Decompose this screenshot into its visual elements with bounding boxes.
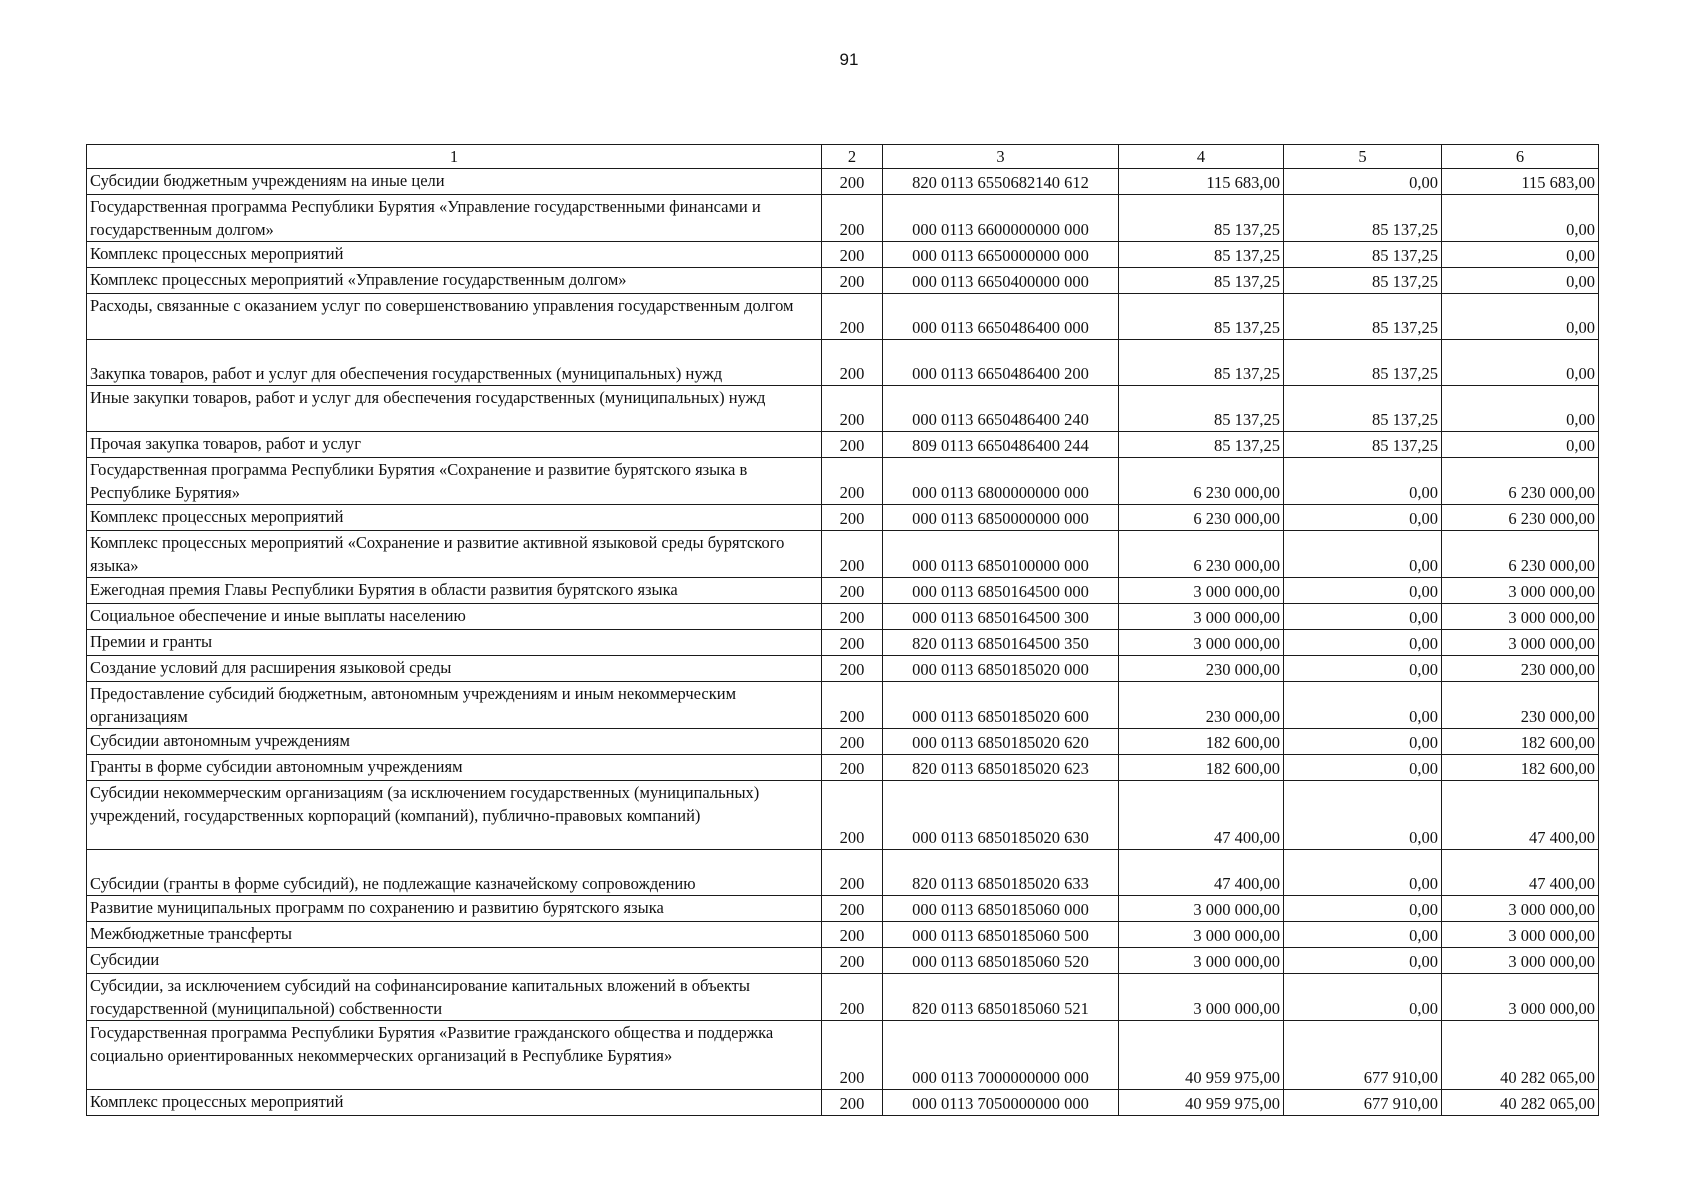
row-code-cell: 200	[822, 682, 883, 729]
row-value-col4: 3 000 000,00	[1119, 922, 1284, 948]
row-value-col6: 182 600,00	[1442, 729, 1599, 755]
row-code-cell: 200	[822, 755, 883, 781]
row-code-cell: 200	[822, 604, 883, 630]
row-value-col4: 40 959 975,00	[1119, 1090, 1284, 1116]
row-kbk-cell: 000 0113 6650000000 000	[883, 242, 1119, 268]
row-name-cell: Государственная программа Республики Бурятия «Развитие гражданского общества и поддержка социально ориентированных некоммерческих организаций в Республике Бурятия»	[87, 1021, 822, 1090]
row-kbk-cell: 000 0113 6650486400 240	[883, 386, 1119, 432]
row-value-col5: 0,00	[1284, 630, 1442, 656]
table-row	[87, 195, 1599, 242]
row-value-col6: 0,00	[1442, 340, 1599, 386]
row-name-cell: Комплекс процессных мероприятий	[87, 242, 822, 268]
row-name-cell: Государственная программа Республики Бурятия «Сохранение и развитие бурятского языка в Республике Бурятия»	[87, 458, 822, 505]
row-name-cell: Комплекс процессных мероприятий «Сохранение и развитие активной языковой среды бурятского языка»	[87, 531, 822, 578]
row-value-col4: 3 000 000,00	[1119, 974, 1284, 1021]
row-value-col6: 0,00	[1442, 432, 1599, 458]
table-row	[87, 340, 1599, 386]
table-row	[87, 505, 1599, 531]
row-name-cell: Ежегодная премия Главы Республики Бурятия в области развития бурятского языка	[87, 578, 822, 604]
row-code-cell: 200	[822, 242, 883, 268]
row-kbk-cell: 000 0113 6850185020 630	[883, 781, 1119, 850]
row-name-cell: Комплекс процессных мероприятий	[87, 1090, 822, 1116]
row-value-col5: 85 137,25	[1284, 195, 1442, 242]
row-value-col6: 3 000 000,00	[1442, 974, 1599, 1021]
row-code-cell: 200	[822, 294, 883, 340]
row-name-cell: Комплекс процессных мероприятий «Управление государственным долгом»	[87, 268, 822, 294]
row-name-cell: Субсидии, за исключением субсидий на софинансирование капитальных вложений в объекты государственной (муниципальной) собственности	[87, 974, 822, 1021]
table-header-row	[87, 145, 1599, 169]
row-name-cell: Развитие муниципальных программ по сохранению и развитию бурятского языка	[87, 896, 822, 922]
table-row	[87, 781, 1599, 850]
row-value-col4: 230 000,00	[1119, 656, 1284, 682]
row-value-col6: 3 000 000,00	[1442, 948, 1599, 974]
row-code-cell: 200	[822, 948, 883, 974]
row-value-col5: 85 137,25	[1284, 386, 1442, 432]
row-name-cell: Создание условий для расширения языковой среды	[87, 656, 822, 682]
row-name-cell: Субсидии бюджетным учреждениям на иные цели	[87, 169, 822, 195]
row-value-col6: 3 000 000,00	[1442, 630, 1599, 656]
row-value-col4: 85 137,25	[1119, 195, 1284, 242]
row-value-col6: 0,00	[1442, 268, 1599, 294]
row-value-col6: 0,00	[1442, 386, 1599, 432]
row-value-col4: 115 683,00	[1119, 169, 1284, 195]
row-code-cell: 200	[822, 729, 883, 755]
row-code-cell: 200	[822, 340, 883, 386]
row-value-col6: 40 282 065,00	[1442, 1021, 1599, 1090]
row-value-col4: 47 400,00	[1119, 781, 1284, 850]
table-row	[87, 531, 1599, 578]
row-value-col5: 0,00	[1284, 656, 1442, 682]
row-code-cell: 200	[822, 578, 883, 604]
table-row	[87, 682, 1599, 729]
row-value-col4: 85 137,25	[1119, 294, 1284, 340]
row-value-col5: 677 910,00	[1284, 1021, 1442, 1090]
row-value-col6: 6 230 000,00	[1442, 505, 1599, 531]
row-value-col4: 3 000 000,00	[1119, 896, 1284, 922]
row-name-cell: Премии и гранты	[87, 630, 822, 656]
row-value-col5: 677 910,00	[1284, 1090, 1442, 1116]
header-cell: 3	[883, 145, 1119, 169]
row-code-cell: 200	[822, 974, 883, 1021]
row-code-cell: 200	[822, 1021, 883, 1090]
row-value-col4: 182 600,00	[1119, 755, 1284, 781]
row-value-col5: 85 137,25	[1284, 242, 1442, 268]
row-value-col4: 85 137,25	[1119, 432, 1284, 458]
row-value-col4: 6 230 000,00	[1119, 531, 1284, 578]
row-kbk-cell: 000 0113 6850185020 000	[883, 656, 1119, 682]
row-value-col5: 0,00	[1284, 948, 1442, 974]
row-code-cell: 200	[822, 169, 883, 195]
table-row	[87, 850, 1599, 896]
table-row	[87, 974, 1599, 1021]
row-value-col4: 6 230 000,00	[1119, 505, 1284, 531]
row-name-cell: Комплекс процессных мероприятий	[87, 505, 822, 531]
row-value-col6: 230 000,00	[1442, 682, 1599, 729]
table-row	[87, 630, 1599, 656]
row-name-cell: Расходы, связанные с оказанием услуг по совершенствованию управления государственным долгом	[87, 294, 822, 340]
row-kbk-cell: 000 0113 7000000000 000	[883, 1021, 1119, 1090]
row-value-col6: 0,00	[1442, 195, 1599, 242]
row-name-cell: Государственная программа Республики Бурятия «Управление государственными финансами и государственным долгом»	[87, 195, 822, 242]
row-code-cell: 200	[822, 1090, 883, 1116]
row-kbk-cell: 000 0113 6850185060 000	[883, 896, 1119, 922]
row-code-cell: 200	[822, 922, 883, 948]
row-kbk-cell: 000 0113 6850164500 300	[883, 604, 1119, 630]
row-code-cell: 200	[822, 781, 883, 850]
row-name-cell: Гранты в форме субсидии автономным учреждениям	[87, 755, 822, 781]
row-value-col6: 6 230 000,00	[1442, 531, 1599, 578]
row-value-col4: 3 000 000,00	[1119, 578, 1284, 604]
row-kbk-cell: 000 0113 6650400000 000	[883, 268, 1119, 294]
row-value-col6: 47 400,00	[1442, 850, 1599, 896]
row-kbk-cell: 000 0113 6850185020 620	[883, 729, 1119, 755]
row-code-cell: 200	[822, 386, 883, 432]
row-value-col6: 115 683,00	[1442, 169, 1599, 195]
header-cell: 4	[1119, 145, 1284, 169]
row-kbk-cell: 000 0113 6800000000 000	[883, 458, 1119, 505]
row-kbk-cell: 000 0113 6850185060 520	[883, 948, 1119, 974]
row-value-col5: 0,00	[1284, 682, 1442, 729]
row-kbk-cell: 820 0113 6550682140 612	[883, 169, 1119, 195]
row-value-col4: 40 959 975,00	[1119, 1021, 1284, 1090]
row-value-col5: 0,00	[1284, 755, 1442, 781]
table-row	[87, 1090, 1599, 1116]
row-value-col4: 182 600,00	[1119, 729, 1284, 755]
row-value-col4: 3 000 000,00	[1119, 630, 1284, 656]
table-row	[87, 1021, 1599, 1090]
page-number: 91	[839, 50, 859, 69]
row-value-col5: 0,00	[1284, 896, 1442, 922]
row-value-col5: 85 137,25	[1284, 340, 1442, 386]
row-value-col6: 3 000 000,00	[1442, 604, 1599, 630]
row-name-cell: Предоставление субсидий бюджетным, автономным учреждениям и иным некоммерческим организациям	[87, 682, 822, 729]
row-value-col4: 3 000 000,00	[1119, 604, 1284, 630]
table-row	[87, 242, 1599, 268]
row-value-col5: 0,00	[1284, 458, 1442, 505]
table-row	[87, 578, 1599, 604]
row-code-cell: 200	[822, 505, 883, 531]
row-code-cell: 200	[822, 268, 883, 294]
row-value-col5: 0,00	[1284, 922, 1442, 948]
row-value-col5: 0,00	[1284, 850, 1442, 896]
row-value-col5: 0,00	[1284, 781, 1442, 850]
row-code-cell: 200	[822, 531, 883, 578]
table-row	[87, 386, 1599, 432]
row-kbk-cell: 820 0113 6850164500 350	[883, 630, 1119, 656]
row-name-cell: Прочая закупка товаров, работ и услуг	[87, 432, 822, 458]
row-value-col4: 85 137,25	[1119, 268, 1284, 294]
row-kbk-cell: 000 0113 6650486400 200	[883, 340, 1119, 386]
row-name-cell: Закупка товаров, работ и услуг для обеспечения государственных (муниципальных) нужд	[87, 340, 822, 386]
row-code-cell: 200	[822, 896, 883, 922]
table-row	[87, 755, 1599, 781]
row-code-cell: 200	[822, 656, 883, 682]
table-row	[87, 432, 1599, 458]
row-kbk-cell: 820 0113 6850185020 633	[883, 850, 1119, 896]
row-value-col6: 3 000 000,00	[1442, 896, 1599, 922]
table-row	[87, 604, 1599, 630]
row-value-col6: 0,00	[1442, 294, 1599, 340]
table-row	[87, 458, 1599, 505]
row-code-cell: 200	[822, 458, 883, 505]
row-value-col4: 3 000 000,00	[1119, 948, 1284, 974]
row-code-cell: 200	[822, 850, 883, 896]
row-value-col4: 6 230 000,00	[1119, 458, 1284, 505]
table-row	[87, 896, 1599, 922]
table-row	[87, 294, 1599, 340]
row-kbk-cell: 000 0113 6850185060 500	[883, 922, 1119, 948]
row-value-col4: 85 137,25	[1119, 340, 1284, 386]
table-row	[87, 729, 1599, 755]
row-value-col6: 0,00	[1442, 242, 1599, 268]
row-value-col5: 0,00	[1284, 531, 1442, 578]
header-cell: 6	[1442, 145, 1599, 169]
row-value-col6: 230 000,00	[1442, 656, 1599, 682]
header-cell: 2	[822, 145, 883, 169]
table-row	[87, 948, 1599, 974]
row-value-col5: 0,00	[1284, 729, 1442, 755]
row-value-col5: 0,00	[1284, 604, 1442, 630]
row-value-col6: 3 000 000,00	[1442, 922, 1599, 948]
row-value-col5: 85 137,25	[1284, 268, 1442, 294]
row-kbk-cell: 000 0113 6850100000 000	[883, 531, 1119, 578]
row-code-cell: 200	[822, 195, 883, 242]
row-value-col5: 85 137,25	[1284, 432, 1442, 458]
row-name-cell: Субсидии автономным учреждениям	[87, 729, 822, 755]
row-value-col5: 0,00	[1284, 505, 1442, 531]
row-kbk-cell: 000 0113 6850185020 600	[883, 682, 1119, 729]
row-kbk-cell: 820 0113 6850185020 623	[883, 755, 1119, 781]
row-kbk-cell: 000 0113 6650486400 000	[883, 294, 1119, 340]
row-kbk-cell: 000 0113 7050000000 000	[883, 1090, 1119, 1116]
table-row	[87, 922, 1599, 948]
row-value-col6: 6 230 000,00	[1442, 458, 1599, 505]
budget-table	[86, 144, 1599, 1116]
header-cell: 5	[1284, 145, 1442, 169]
row-value-col4: 47 400,00	[1119, 850, 1284, 896]
row-value-col5: 0,00	[1284, 169, 1442, 195]
row-kbk-cell: 000 0113 6600000000 000	[883, 195, 1119, 242]
row-name-cell: Субсидии некоммерческим организациям (за исключением государственных (муниципальных) учреждений, государственных корпораций (компаний), публично-правовых компаний)	[87, 781, 822, 850]
row-name-cell: Социальное обеспечение и иные выплаты населению	[87, 604, 822, 630]
row-value-col4: 230 000,00	[1119, 682, 1284, 729]
row-value-col4: 85 137,25	[1119, 386, 1284, 432]
row-value-col5: 85 137,25	[1284, 294, 1442, 340]
row-name-cell: Субсидии (гранты в форме субсидий), не подлежащие казначейскому сопровождению	[87, 850, 822, 896]
row-code-cell: 200	[822, 630, 883, 656]
row-value-col6: 182 600,00	[1442, 755, 1599, 781]
row-kbk-cell: 820 0113 6850185060 521	[883, 974, 1119, 1021]
row-kbk-cell: 809 0113 6650486400 244	[883, 432, 1119, 458]
row-value-col5: 0,00	[1284, 578, 1442, 604]
row-name-cell: Субсидии	[87, 948, 822, 974]
row-name-cell: Иные закупки товаров, работ и услуг для обеспечения государственных (муниципальных) нужд	[87, 386, 822, 432]
row-name-cell: Межбюджетные трансферты	[87, 922, 822, 948]
row-value-col6: 47 400,00	[1442, 781, 1599, 850]
table-row	[87, 169, 1599, 195]
table-row	[87, 268, 1599, 294]
row-value-col5: 0,00	[1284, 974, 1442, 1021]
row-kbk-cell: 000 0113 6850000000 000	[883, 505, 1119, 531]
row-value-col6: 3 000 000,00	[1442, 578, 1599, 604]
table-row	[87, 656, 1599, 682]
row-value-col6: 40 282 065,00	[1442, 1090, 1599, 1116]
row-code-cell: 200	[822, 432, 883, 458]
header-cell: 1	[87, 145, 822, 169]
row-kbk-cell: 000 0113 6850164500 000	[883, 578, 1119, 604]
row-value-col4: 85 137,25	[1119, 242, 1284, 268]
